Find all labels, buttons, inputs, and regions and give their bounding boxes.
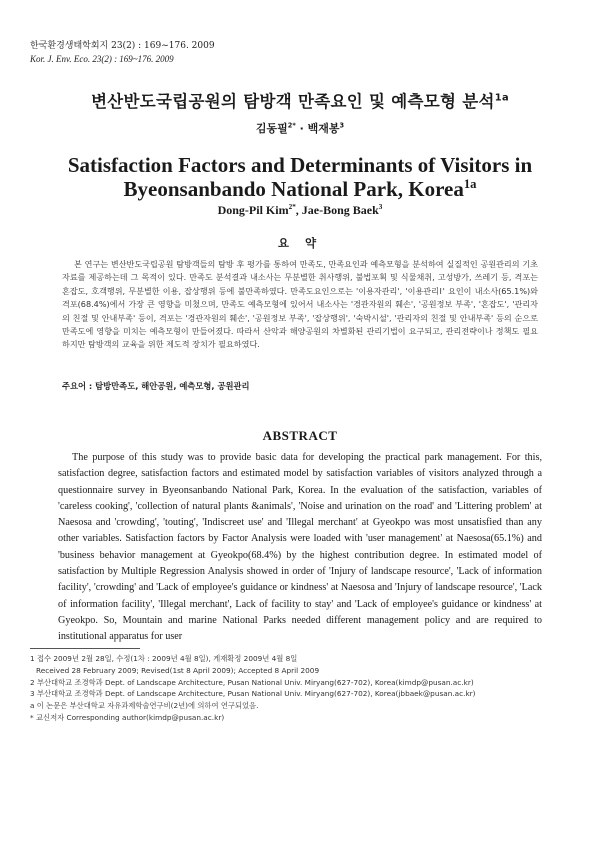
english-title-line-1: Satisfaction Factors and Determinants of Visitors in [67, 153, 533, 177]
korean-abstract-heading: 요 약 [277, 236, 323, 250]
english-title-line-2: Byeonsanbando National Park, Korea [123, 177, 464, 201]
english-author-1: Dong-Pil Kim [217, 203, 289, 217]
journal-citation-en: Kor. J. Env. Eco. 23(2) : 169~176. 2009 [30, 54, 174, 64]
english-title [20, 153, 580, 201]
korean-authors [0, 120, 600, 136]
korean-author-2-mark: 3 [339, 121, 345, 130]
english-author-2: Jae-Bong Baek [301, 203, 379, 217]
english-author-1-mark: 2* [288, 203, 296, 211]
footnote-affiliation-author-2: 3 부산대학교 조경학과 Dept. of Landscape Architecture, Pusan National Univ. Miryang(627-702), Korea(jbbaek@pusan.ac.kr) [30, 689, 476, 699]
english-abstract-heading: ABSTRACT [262, 428, 338, 443]
korean-abstract-body: 본 연구는 변산반도국립공원 탐방객들의 탐방 후 평가를 통하여 만족도, 만족요인과 예측모형을 분석하여 실질적인 공원관리의 기초자료를 제공하는데 그 목적이 있다. 만족도 분석결과 내소사는 무분별한 취사행위, 불법포획 및 식물채취, 고성방가, 쓰레기 등, 격포는 혼잡도, 호객행위, 무분별한 이용, 잡상행위 등에 불만족하였다. 만족도요인으로는 '이용자관리', '이용관리Ⅰ' 요인이 내소사(65.1%)와 격포(68.4%)에서 가장 큰 영향을 미쳤으며, 만족도 예측모형에 있어서 내소사는 '경관자원의 훼손', '공원정보 부족', '혼잡도', '관리자의 친절 및 안내부족' 등이, 격포는 '경관자원의 훼손', '공원정보 부족', '잡상행위', '숙박시설', '관리자의 친절 및 안내부족' 등의 순으로 만족도에 영향을 미치는 예측모형이 만들어졌다. 따라서 산악과 해양공원의 차별화된 관리기법이 요구되고, 관리전략이나 정책도 필요하지만 탐방객의 교육을 위한 제도적 장치가 필요하였다. [62, 259, 538, 350]
korean-author-2: 백재봉 [307, 122, 340, 135]
journal-citation [30, 40, 215, 66]
footnote-received-ko: 1 접수 2009년 2월 28일, 수정(1차 : 2009년 4월 8일), 게재확정 2009년 4월 8일 [30, 654, 298, 663]
english-author-2-mark: 3 [378, 203, 383, 211]
korean-title-text: 변산반도국립공원의 탐방객 만족요인 및 예측모형 분석 [91, 92, 495, 111]
korean-author-1-mark: 2* [287, 121, 296, 130]
korean-keywords: 주요어 : 탐방만족도, 해안공원, 예측모형, 공원관리 [62, 381, 250, 391]
english-title-line-2-wrap [20, 177, 580, 201]
english-authors [0, 203, 600, 218]
english-abstract-body: The purpose of this study was to provide basic data for developing the practical park management. For this, satisfaction degree, satisfaction factors and estimated model by satisfaction variables of visitors analyzed through a questionnaire survey in Byeonsanbando National Park, Korea. In the evaluation of the satisfaction, variables of 'careless cooking', 'collection of natural plants &animals', 'Noise and urination on the road' and 'Littering problem' at Naesosa and 'crowding', 'touting', 'Indiscreet use' and 'Illegal merchant' at Gyeokpo was most unsatisfied than any other variables. Satisfaction factors by Factor Analysis were loaded with 'user management' at Naesosa(65.1%) and 'business behavior management at Gyeokpo(68.4%) by the highest contribution degree. In estimated model of satisfaction by Multiple Regression Analysis showed in order of 'Injury of landscape resource', 'Lack of information facility', 'crowding' and 'Lack of employee's guidance or kindness' at Naesosa and 'Injury of landscape resource', 'Lack of information facility', 'Illegal merchant', Lack of facility to stay' and 'Lack of employee's guidance or kindness' at Gyeokpo. So, Mountain and marine National Parks needed different management policy and are required to institutional apparatus for user [58, 452, 542, 643]
footnote-corresponding-author: * 교신저자 Corresponding author(kimdp@pusan.ac.kr) [30, 712, 225, 722]
korean-title [20, 88, 580, 112]
footnote-funding: a 이 논문은 부산대학교 자유과제학술연구비(2년)에 의하여 연구되었음. [30, 701, 259, 711]
footnotes [30, 653, 570, 724]
footnote-received-en: Received 28 February 2009; Revised(1st 8 April 2009); Accepted 8 April 2009 [36, 665, 320, 675]
english-title-footnote-mark: 1a [463, 177, 477, 191]
korean-author-1: 김동필 [255, 122, 288, 135]
footnote-divider [30, 648, 140, 649]
footnote-affiliation-author-1: 2 부산대학교 조경학과 Dept. of Landscape Architecture, Pusan National Univ. Miryang(627-702), Korea(kimdp@pusan.ac.kr) [30, 677, 474, 687]
korean-title-footnote-mark: 1a [494, 92, 509, 104]
english-author-separator: , [295, 203, 302, 217]
journal-citation-ko: 한국환경생태학회지 23(2) : 169~176. 2009 [30, 41, 215, 51]
korean-author-separator: · [295, 122, 308, 135]
